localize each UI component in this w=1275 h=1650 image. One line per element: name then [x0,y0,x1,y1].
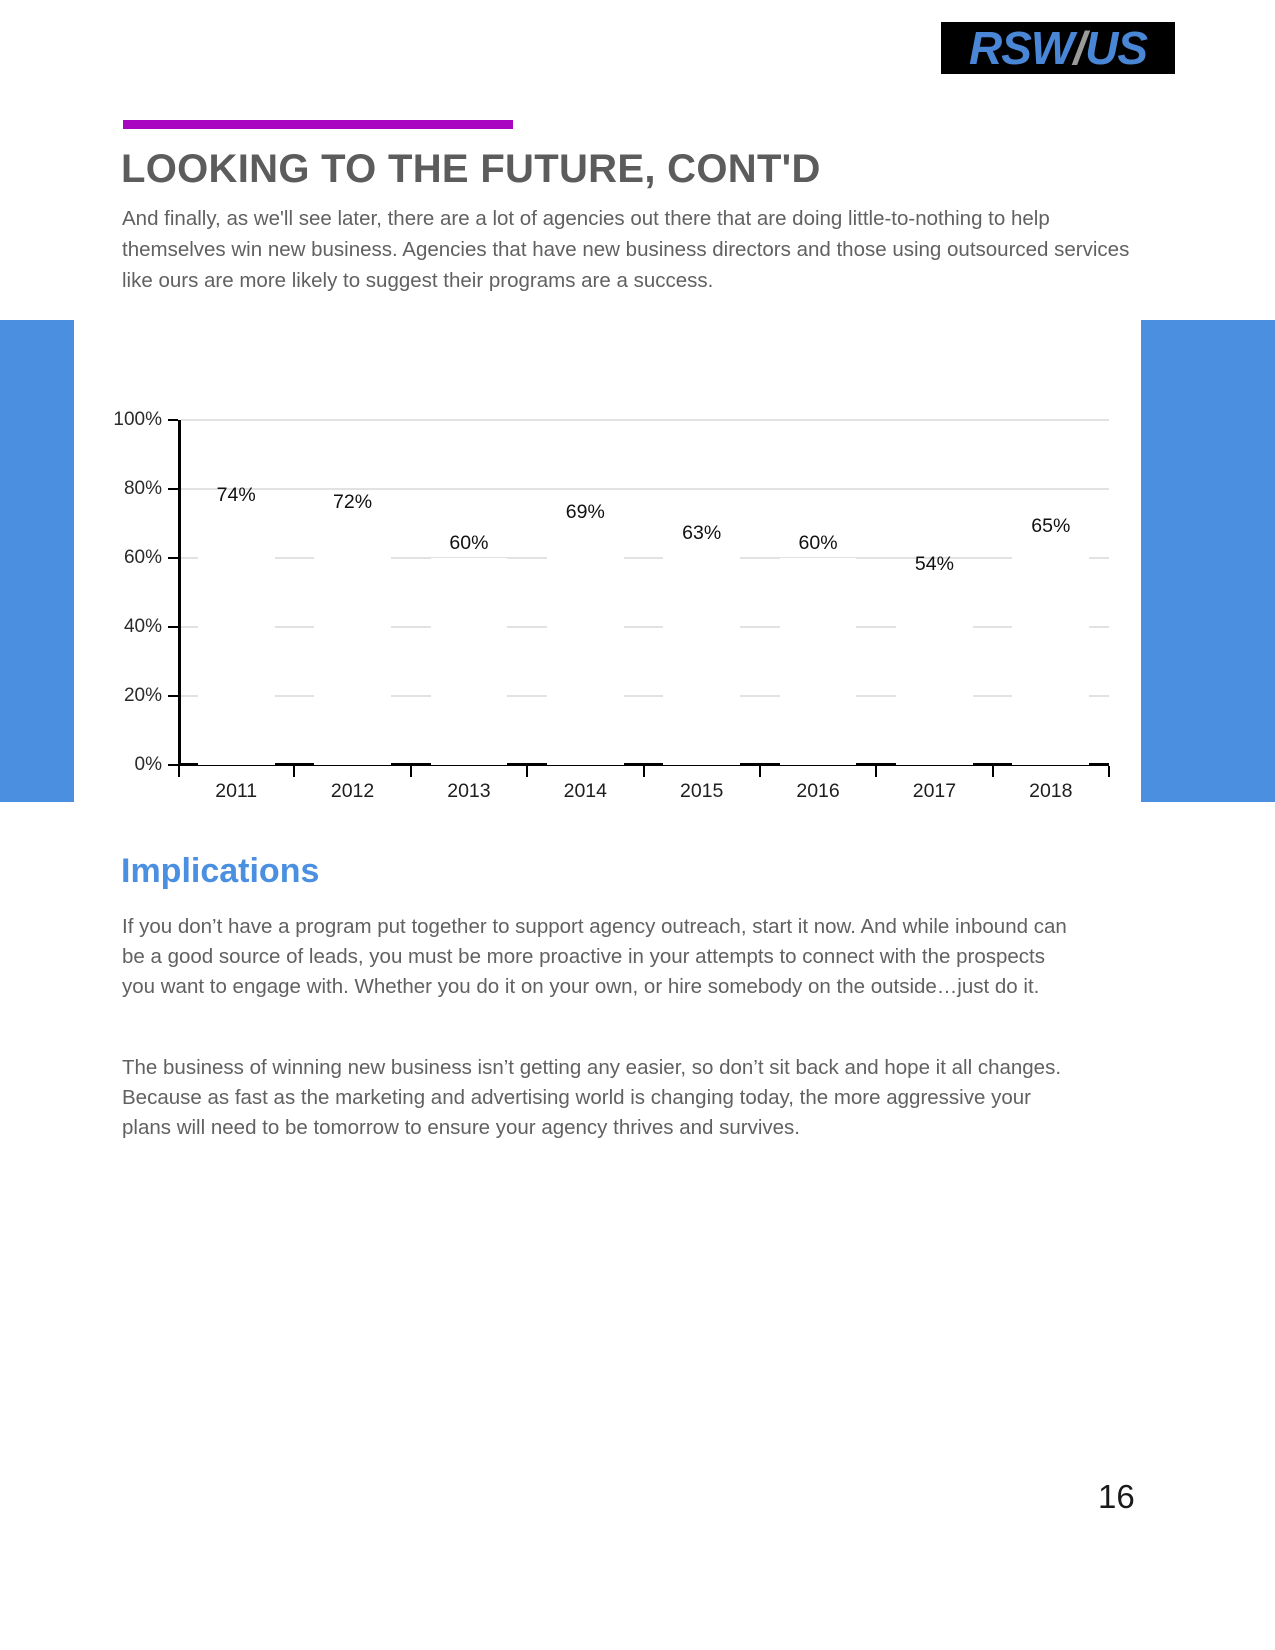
x-axis-label: 2018 [1029,780,1073,802]
y-axis-label: 40% [123,616,162,637]
bar [314,517,391,765]
x-axis-label: 2016 [796,780,840,802]
left-blue-tab [0,320,74,802]
bar-chart [110,408,1120,808]
x-axis-tick [526,766,528,777]
implications-paragraph-1: If you don’t have a program put together to support agency outreach, start it now. And while inbound can be a good source of leads, you must be more proactive in your attempts to connect with the prospects you want to engage with. Whether you do it on your own, or hire somebody on the outside…just do it. [122,915,1067,998]
bar-value-label: 72% [333,490,373,513]
right-blue-tab [1141,320,1275,802]
bar-value-label: 65% [1031,514,1071,537]
logo-slash: / [1073,22,1086,74]
implications-heading: Implications [121,852,320,890]
bar [547,527,624,765]
y-axis-tick [168,488,178,490]
x-axis-tick [759,766,761,777]
intro-paragraph: And finally, as we'll see later, there are a lot of agencies out there that are doing little-to-nothing to help themselves win new business. Agencies that have new business directors and those using outsourced services like ours are more likely to suggest their programs are a success. [122,207,1130,292]
x-axis-tick [410,766,412,777]
y-axis-tick [168,695,178,697]
x-axis-label: 2017 [912,780,957,802]
y-axis-label: 20% [123,685,162,706]
bar [780,558,857,765]
bar-value-label: 54% [914,552,954,575]
x-axis-label: 2014 [563,780,608,802]
x-axis-tick [178,766,180,777]
y-axis-tick [168,764,178,766]
bar [198,510,275,765]
x-axis-tick [875,766,877,777]
bar [1012,541,1089,765]
logo-text-rsw: RSW [968,22,1074,74]
logo-text [968,22,1147,74]
rswus-logo [941,22,1175,74]
bar [431,558,508,765]
x-axis-tick [643,766,645,777]
purple-accent-bar [123,120,513,129]
bar-value-label: 74% [216,483,256,506]
bar-value-label: 63% [682,521,722,544]
y-axis-line [178,420,181,765]
x-axis-tick [992,766,994,777]
bar-value-label: 69% [565,500,605,523]
page-number: 16 [1098,1478,1135,1515]
page-title: LOOKING TO THE FUTURE, CONT'D [121,147,821,191]
x-axis-tick [1108,766,1110,777]
x-axis-tick [293,766,295,777]
x-axis-label: 2013 [447,780,491,802]
gridline [181,419,1109,421]
bar-value-label: 60% [798,532,838,554]
y-axis-tick [168,419,178,421]
bar-value-label: 60% [449,532,489,554]
y-axis-label: 80% [123,478,162,499]
x-axis-label: 2012 [330,780,375,802]
x-axis-label: 2015 [679,780,724,802]
y-axis-label: 60% [123,547,162,568]
bar [663,548,740,765]
implications-paragraph-2: The business of winning new business isn’t getting any easier, so don’t sit back and hope it all changes. Because as fast as the marketing and advertising world is changing today, the more aggressive your plans will need to be tomorrow to ensure your agency thrives and survives. [122,1056,1062,1139]
y-axis-tick [168,557,178,559]
logo-text-us: US [1085,22,1147,74]
y-axis-tick [168,626,178,628]
x-axis-label: 2011 [215,780,258,802]
y-axis-label: 0% [134,754,162,775]
gridline [181,488,1109,490]
bar [896,579,973,765]
y-axis-label: 100% [113,409,162,430]
